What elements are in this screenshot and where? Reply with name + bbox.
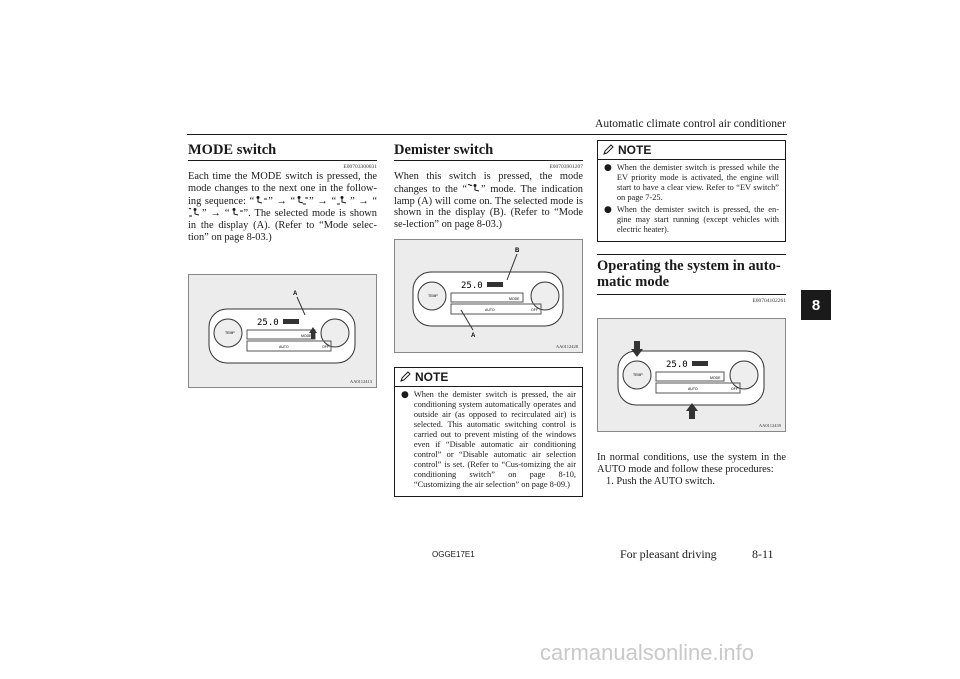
- mode-bilevel-icon: [295, 195, 309, 205]
- mode-switch-text: Each time the MODE switch is pressed, the mode changes to the next one in the follow-ing sequence: “ ” → “ ” → “ ” → “” → “ ”. The selected mode is shown in the display (A). (Refer to “Mode selec-tion” on page 8-03.): [188, 171, 378, 243]
- mode-face-icon: [230, 207, 244, 217]
- control-panel-figure-mode: [188, 274, 377, 388]
- page-number: 8-11: [752, 547, 774, 561]
- temp-button-label: TEMP: [633, 373, 643, 377]
- step-item: 1. Push the AUTO switch.: [606, 475, 715, 487]
- mode-foot-defrost-icon: [188, 207, 202, 217]
- figure-code: AA0112439: [758, 423, 781, 428]
- column-mode-switch: [188, 140, 377, 388]
- auto-mode-text: In normal conditions, use the system in the AUTO mode and follow these procedures:: [597, 452, 786, 475]
- auto-button-label: AUTO: [485, 307, 495, 312]
- control-panel-figure-auto: [597, 318, 786, 432]
- note-header: [395, 368, 582, 387]
- auto-button-label: AUTO: [688, 387, 698, 391]
- bullet-icon: ●: [401, 389, 409, 400]
- mode-button-label: MODE: [710, 376, 721, 380]
- note-box-demister: [394, 367, 583, 497]
- seq-arrow: ” → “: [268, 195, 296, 207]
- note-title: NOTE: [618, 143, 652, 157]
- mode-face-icon: [254, 195, 268, 205]
- seq-arrow: ” → “: [202, 208, 230, 220]
- temp-button-label: TEMP: [225, 330, 235, 335]
- demister-text: When this switch is pressed, the mode changes to the “ ” mode. The indication lamp (A) will come on. The selected mode is shown in the display (B). (Refer to “Mode se-lection” on page 8-03.): [394, 171, 583, 231]
- figure-code: AA0112428: [555, 343, 578, 349]
- note-pencil-icon: [602, 144, 614, 156]
- auto-mode-heading: Operating the system in auto-matic mode: [597, 254, 786, 295]
- temp-button-label: TEMP: [428, 293, 438, 298]
- figure-code: AA0112413: [349, 378, 372, 384]
- running-header: Automatic climate control air conditioner: [595, 118, 786, 130]
- note-pencil-icon: [399, 371, 411, 383]
- footer-code: OGGE17E1: [432, 550, 475, 559]
- section-code: E00704102261: [752, 298, 786, 304]
- mode-switch-heading: MODE switch: [188, 140, 377, 161]
- callout-b: B: [515, 247, 520, 254]
- note-item: ● When the demister switch is pressed, the en-gine may start running (except vehicles with electric heater).: [604, 205, 779, 234]
- note-header: [598, 141, 785, 160]
- control-panel-illustration: [598, 319, 785, 431]
- mode-button-label: MODE: [509, 296, 520, 301]
- callout-a: A: [471, 332, 476, 339]
- control-panel-figure-demister: [394, 239, 583, 353]
- auto-button-label: AUTO: [279, 344, 289, 349]
- seq-close: ”.: [243, 208, 251, 220]
- callout-a: A: [293, 290, 298, 297]
- off-button-label: OFF: [731, 387, 738, 391]
- seq-arrow: ” → “: [350, 195, 378, 207]
- control-panel-illustration: [395, 240, 582, 352]
- section-code: E00703300031: [343, 164, 377, 170]
- seq-arrow: ” → “: [309, 195, 337, 207]
- bullet-icon: ●: [604, 205, 612, 215]
- mode-foot-icon: [336, 195, 350, 205]
- column-demister-switch: [394, 140, 583, 497]
- note-box-ev: [597, 140, 786, 242]
- display-temperature: 25.0: [257, 317, 279, 328]
- note-body: [598, 160, 785, 241]
- off-button-label: OFF: [531, 307, 538, 312]
- display-temperature: 25.0: [666, 360, 688, 370]
- footer-section-title: For pleasant driving: [620, 547, 717, 561]
- off-button-label: OFF: [322, 344, 329, 349]
- note-item: ● When the demister switch is pressed while the EV priority mode is activated, the engine will start to have a clear view. Refer to “EV switch” on page 7-25.: [604, 163, 779, 202]
- seq-open-quote: “: [249, 195, 255, 207]
- mode-button-label: MODE: [301, 333, 312, 338]
- note-body: [395, 387, 582, 496]
- header-rule: [187, 134, 787, 135]
- display-temperature: 25.0: [461, 280, 483, 291]
- column-auto-mode: [597, 140, 786, 487]
- watermark-text: carmanualsonline.info: [540, 640, 755, 665]
- demister-heading: Demister switch: [394, 140, 583, 161]
- control-panel-illustration: [189, 275, 376, 387]
- note-title: NOTE: [415, 369, 449, 384]
- chapter-tab: 8: [801, 290, 831, 320]
- note-item: ● When the demister switch is pressed, the air conditioning system automatically operates and outside air (as opposed to recirculated air) is selected. This automatic switching control is carried out to prevent misting of the windows even if “Disable automatic air conditioning control” or “Disable automatic air selection control” is set. (Refer to “Cus-tomizing the air conditioning switch” on page 8-10, “Customizing the air selection” on page 8-09.): [401, 389, 576, 489]
- demister-mode-icon: [467, 183, 481, 193]
- bullet-icon: ●: [604, 163, 612, 173]
- section-code: E00703901207: [549, 164, 583, 170]
